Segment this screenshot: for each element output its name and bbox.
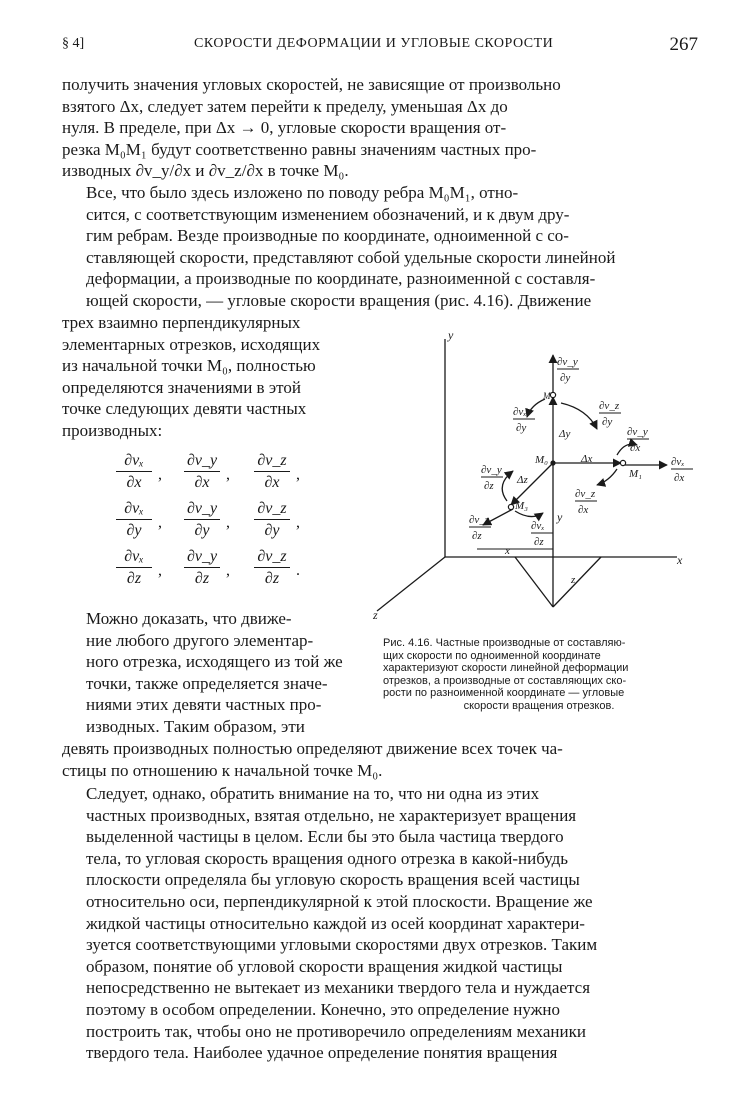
text-line: элементарных отрезков, исходящих <box>62 334 321 354</box>
fraction-m3a-num: ∂v_y <box>481 464 502 476</box>
derivative-fraction: ∂v_y ∂z <box>180 548 224 587</box>
separator: , <box>226 514 230 531</box>
text-line: получить значения угловых скоростей, не зависящие от произвольно <box>62 75 561 94</box>
derivative-fraction: ∂vₓ ∂y <box>112 500 156 539</box>
fraction-top-den: ∂y <box>560 372 571 384</box>
caption-line: Рис. 4.16. Частные производные от составляю- <box>383 637 626 649</box>
text-line: трех взаимно перпендикулярных <box>62 313 301 332</box>
text-line: тела, то угловая скорость вращения одного отрезка в какой-нибудь <box>86 848 569 868</box>
text-line: зуется соответствующими угловыми скоростями двух отрезков. Таким <box>86 935 598 955</box>
text-line: Все, что было здесь изложено по поводу ребра M₀M₁, отно- <box>86 183 519 202</box>
derivative-fraction: ∂vₓ ∂z <box>112 548 156 587</box>
section-marker: § 4] <box>62 36 85 51</box>
fraction-m2r-den: ∂y <box>602 416 613 428</box>
separator: , <box>158 562 162 579</box>
delta-y-label: Δy <box>559 428 571 440</box>
figure-4-16 <box>365 325 705 625</box>
running-header <box>62 36 698 58</box>
text-line: ниями этих девяти частных про- <box>86 695 322 715</box>
text-line: определяются значениями в этой <box>62 377 301 397</box>
axis-z-label: z <box>373 608 378 622</box>
text-line: взятого Δx, следует затем перейти к пределу, уменьшая Δx до <box>62 96 508 116</box>
point-m1-label: M₁ <box>629 468 642 480</box>
point-m1 <box>620 460 625 465</box>
text-line: ющей скорости, — угловые скорости вращения (рис. 4.16). Движение <box>86 290 592 310</box>
fraction-m1b-num: ∂v_z <box>575 488 596 500</box>
caption-line: отрезков, а производные от составляющих ско- <box>383 674 627 687</box>
text-line: образом, понятие об угловой скорости вращения жидкой частицы <box>86 956 563 976</box>
derivative-fraction: ∂v_z ∂z <box>250 548 294 587</box>
delta-z-label: Δz <box>517 474 528 486</box>
text-line: сится, с соответствующим изменением обозначений, и к двум дру- <box>86 204 570 224</box>
separator: , <box>158 514 162 531</box>
delta-x-label: Δx <box>581 453 593 465</box>
page-number: 267 <box>669 34 698 55</box>
text-line: из начальной точки M₀, полностью <box>62 356 316 376</box>
derivative-fraction: ∂v_y ∂x <box>180 452 224 491</box>
derivative-fraction: ∂v_y ∂y <box>180 500 224 539</box>
separator: , <box>158 466 162 483</box>
point-m2-label: M₂ <box>543 391 554 401</box>
derivative-fraction: ∂vₓ ∂x <box>112 452 156 491</box>
fraction-m1a-num: ∂v_y <box>627 426 648 438</box>
point-m0-label: M₀ <box>535 454 548 466</box>
caption-line: скорости вращения отрезков. <box>463 699 615 712</box>
separator: . <box>296 562 300 579</box>
text-line: Следует, однако, обратить внимание на то, что ни одна из этих <box>86 784 540 803</box>
fraction-m3a-den: ∂z <box>484 480 494 492</box>
projection-line <box>553 557 601 607</box>
z-axis-line <box>377 557 445 611</box>
arrow-dvy-dz <box>502 471 513 501</box>
text-line: изводных. Таким образом, эти <box>86 716 305 736</box>
paragraph-limit <box>62 74 696 182</box>
fraction-right-den: ∂x <box>674 472 685 484</box>
caption-line: рости по разноименной координате — угловые <box>383 687 625 700</box>
fraction-m2r-num: ∂v_z <box>599 400 620 412</box>
arrow-dvz-dy <box>561 403 597 429</box>
fraction-top-num: ∂v_y <box>557 356 578 368</box>
text-line: деформации, а производные по координате, разноименной с составля- <box>86 269 596 289</box>
paragraph-continuation <box>62 738 696 781</box>
separator: , <box>226 562 230 579</box>
z-projection-label: z <box>571 574 576 586</box>
paragraph-three-segments <box>62 312 364 442</box>
caption-line: характеризуют скорости линейной деформации <box>383 662 629 675</box>
fraction-left-den: ∂y <box>516 422 527 434</box>
caption-line: щих скорости по одноименной координате <box>383 649 601 662</box>
text-line: изводных ∂v_y/∂x и ∂v_z/∂x в точке M₀. <box>62 161 349 181</box>
fraction-m3b-num: ∂vₓ <box>531 520 545 532</box>
fraction-m3c-den: ∂z <box>472 530 482 542</box>
y-projection-label: y <box>557 510 563 524</box>
text-line: относительно оси, перпендикулярной к этой плоскости. Вращение же <box>86 891 593 911</box>
fraction-right-num: ∂vₓ <box>671 456 685 468</box>
coordinate-diagram <box>365 325 705 625</box>
axis-x-label: x <box>677 553 683 567</box>
text-line: непосредственно не вытекает из механики твердого тела и нуждается <box>86 978 591 998</box>
derivative-fraction: ∂v_z ∂y <box>250 500 294 539</box>
text-line: точки, также определяется значе- <box>86 673 328 693</box>
arrow-dvz-dx <box>597 469 617 485</box>
text-line: ние любого другого элементар- <box>86 630 314 650</box>
point-m3 <box>508 504 513 509</box>
separator: , <box>226 466 230 483</box>
text-line: построить так, чтобы оно не противоречило определениям механики <box>86 1021 586 1041</box>
text-line: поэтому в особом определении. Конечно, это определение нужно <box>86 999 560 1019</box>
text-line: ного отрезка, исходящего из той же <box>86 652 343 672</box>
text-line: плоскости определяла бы угловую скорость вращения всей частицы <box>86 870 580 890</box>
fraction-m3c-num: ∂v_z <box>469 514 490 526</box>
fraction-m1b-den: ∂x <box>578 504 589 516</box>
point-m0 <box>550 460 555 465</box>
running-title: СКОРОСТИ ДЕФОРМАЦИИ И УГЛОВЫЕ СКОРОСТИ <box>194 36 554 51</box>
separator: , <box>296 466 300 483</box>
paragraph-rotation <box>62 783 696 1064</box>
text-line: производных: <box>62 420 163 440</box>
derivative-fraction: ∂v_z ∂x <box>250 452 294 491</box>
text-line: выделенной частицы в целом. Если бы это была частица твердого <box>86 827 564 847</box>
arrow-dvx-dy <box>527 399 545 417</box>
text-line: точке следующих девяти частных <box>62 399 307 419</box>
separator: , <box>296 514 300 531</box>
paragraph-other-segments <box>62 608 364 738</box>
projection-line <box>515 557 553 607</box>
fraction-left-num: ∂vₓ <box>513 406 527 418</box>
text-line: жидкой частицы относительно каждой из осей координат характери- <box>86 913 585 933</box>
text-line: нуля. В пределе, при Δx → 0, угловые скорости вращения от- <box>62 118 507 138</box>
axis-y-label: y <box>448 328 454 342</box>
fraction-m1a-den: ∂x <box>630 442 641 454</box>
text-line: твердого тела. Наиболее удачное определение понятия вращения <box>86 1043 558 1063</box>
figure-caption <box>383 637 695 713</box>
text-line: частных производных, взятая отдельно, не характеризует вращения <box>86 805 577 825</box>
text-line: ставляющей скорости, представляют собой удельные скорости линейной <box>86 247 616 267</box>
paragraph-edges <box>62 182 696 312</box>
text-line: резка M₀M₁ будут соответственно равны значениям частных про- <box>62 139 537 159</box>
point-m3-label: M₃ <box>515 500 528 512</box>
text-line: Можно доказать, что движе- <box>86 609 292 628</box>
text-line: гим ребрам. Везде производные по координате, одноименной с со- <box>86 226 569 246</box>
fraction-m3b-den: ∂z <box>534 536 544 548</box>
text-line: девять производных полностью определяют движение всех точек ча- <box>62 739 563 758</box>
partial-derivatives-matrix <box>112 452 312 592</box>
x-projection-label: x <box>505 545 510 557</box>
text-line: стицы по отношению к начальной точке M₀. <box>62 760 383 780</box>
